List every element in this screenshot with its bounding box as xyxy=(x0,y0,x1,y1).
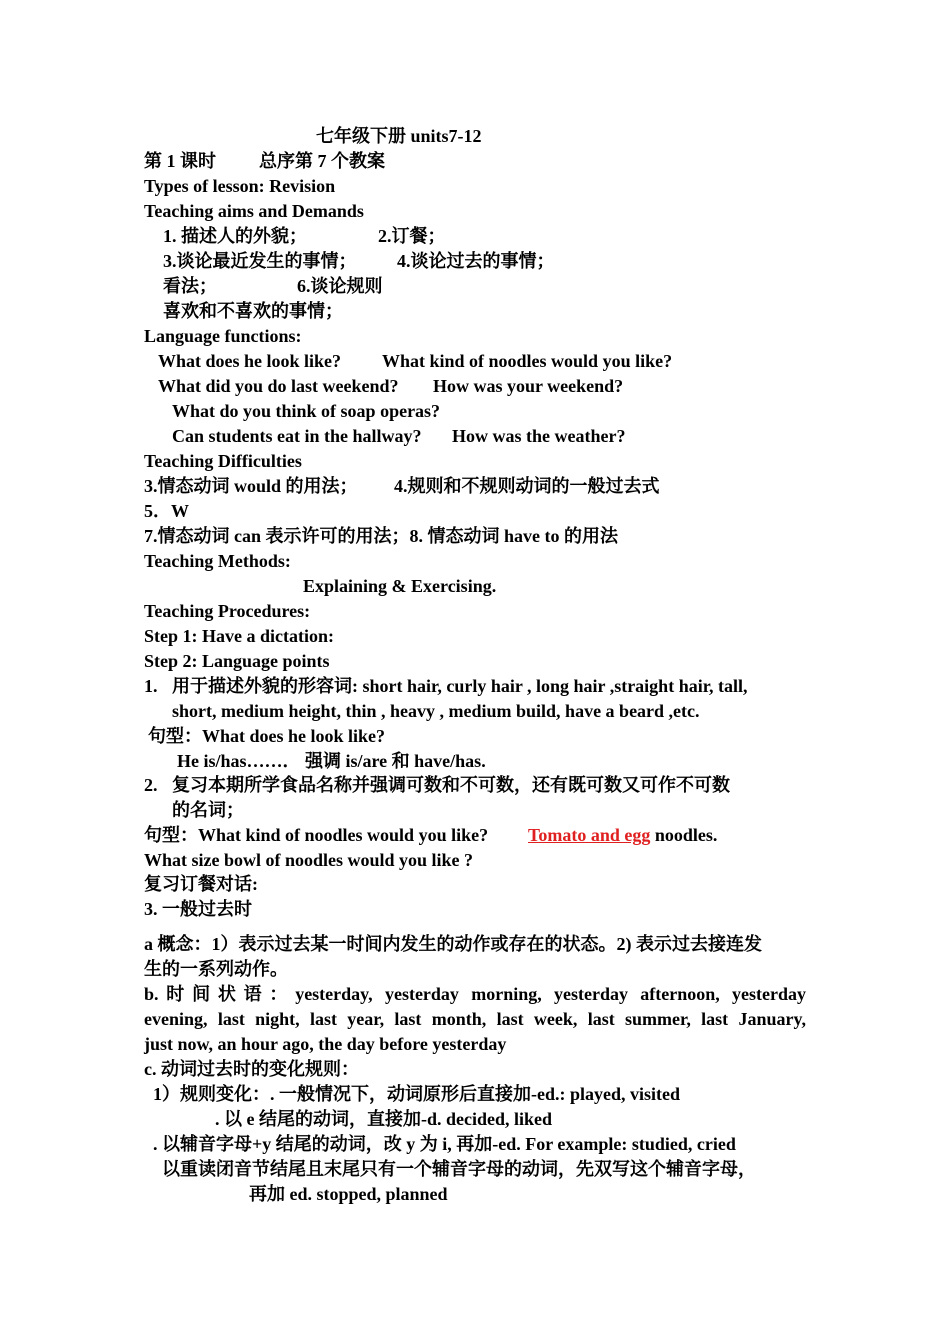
aim-item: 1. 描述人的外貌； xyxy=(163,226,307,246)
rule-item: 以重读闭音节结尾且末尾只有一个辅音字母的动词，先双写这个辅音字母， xyxy=(162,1159,756,1179)
answer-line xyxy=(528,823,717,848)
rule-item: . 以 e 结尾的动词，直接加-d. decided, liked xyxy=(215,1109,553,1129)
point-text: 的名词； xyxy=(172,800,244,820)
aim-item: 喜欢和不喜欢的事情； xyxy=(163,301,343,321)
function-question: What did you do last weekend? xyxy=(158,376,399,396)
difficulties-heading: Teaching Difficulties xyxy=(144,451,302,471)
sentence-answer: He is/has……． 强调 is/are 和 have/has. xyxy=(177,751,486,771)
difficulty-item: 7.情态动词 can 表示许可的用法；8. 情态动词 have to 的用法 xyxy=(144,526,618,546)
aim-item: 4.谈论过去的事情； xyxy=(397,251,555,271)
rule-item: 1）规则变化：. 一般情况下，动词原形后直接加-ed.: played, visited xyxy=(153,1084,680,1104)
aims-heading: Teaching aims and Demands xyxy=(144,201,364,221)
difficulty-item: 3.情态动词 would 的用法； xyxy=(144,476,358,496)
sentence-pattern: 句型：What does he look like? xyxy=(148,726,386,746)
step-1: Step 1: Have a dictation: xyxy=(144,626,334,646)
function-question: What do you think of soap operas? xyxy=(172,401,441,421)
step-2: Step 2: Language points xyxy=(144,651,330,671)
procedures-heading: Teaching Procedures: xyxy=(144,601,311,621)
document-title: 七年级下册 units7-12 xyxy=(316,126,482,146)
lesson-sequence: 总序第 7 个教案 xyxy=(259,151,385,171)
function-question: What kind of noodles would you like? xyxy=(382,351,673,371)
aim-item: 2.订餐； xyxy=(378,226,446,246)
lesson-number: 第 1 课时 xyxy=(144,151,216,171)
point-text: 用于描述外貌的形容词: short hair, curly hair , long hair ,straight hair, tall, xyxy=(172,676,748,696)
rule-item: 再加 ed. stopped, planned xyxy=(249,1184,448,1204)
review-dialogue: 复习订餐对话: xyxy=(144,874,258,894)
function-question: Can students eat in the hallway? xyxy=(172,426,422,446)
functions-heading: Language functions: xyxy=(144,326,302,346)
function-question: How was your weekend? xyxy=(433,376,624,396)
time-adverbials: b.时间状语：yesterday, yesterday morning, yesterday afternoon, yesterday xyxy=(144,984,806,1004)
concept-line: a 概念：1）表示过去某一时间内发生的动作或存在的状态。2) 表示过去接连发 xyxy=(144,934,762,954)
methods-heading: Teaching Methods: xyxy=(144,551,291,571)
rule-item: . 以辅音字母+y 结尾的动词，改 y 为 i, 再加-ed. For example: studied, cried xyxy=(153,1134,736,1154)
aim-item: 3.谈论最近发生的事情； xyxy=(163,251,357,271)
sentence-pattern: 句型：What kind of noodles would you like? xyxy=(144,825,489,845)
types-of-lesson: Types of lesson: Revision xyxy=(144,176,336,196)
function-question: How was the weather? xyxy=(452,426,626,446)
point-number: 2. xyxy=(144,775,158,795)
point-text: 复习本期所学食品名称并强调可数和不可数，还有既可数又可作不可数 xyxy=(172,775,730,795)
time-adverbials: just now, an hour ago, the day before yesterday xyxy=(144,1034,507,1054)
point-past-tense: 3. 一般过去时 xyxy=(144,899,252,919)
answer-rest: noodles. xyxy=(650,825,718,845)
rules-heading: c. 动词过去时的变化规则： xyxy=(144,1059,359,1079)
concept-line: 生的一系列动作。 xyxy=(144,959,288,979)
methods-value: Explaining & Exercising. xyxy=(303,576,497,596)
function-question: What does he look like? xyxy=(158,351,342,371)
point-number: 1. xyxy=(144,676,158,696)
point-text: short, medium height, thin , heavy , medium build, have a beard ,etc. xyxy=(172,701,700,721)
difficulty-item: 4.规则和不规则动词的一般过去式 xyxy=(394,476,660,496)
aim-item: 看法； xyxy=(163,276,217,296)
answer-link[interactable]: Tomato and egg xyxy=(528,825,651,845)
difficulty-item: 5．W xyxy=(144,501,189,521)
size-question: What size bowl of noodles would you like ? xyxy=(144,850,474,870)
time-adverbials: evening, last night, last year, last month, last week, last summer, last January, xyxy=(144,1009,806,1029)
aim-item: 6.谈论规则 xyxy=(297,276,383,296)
